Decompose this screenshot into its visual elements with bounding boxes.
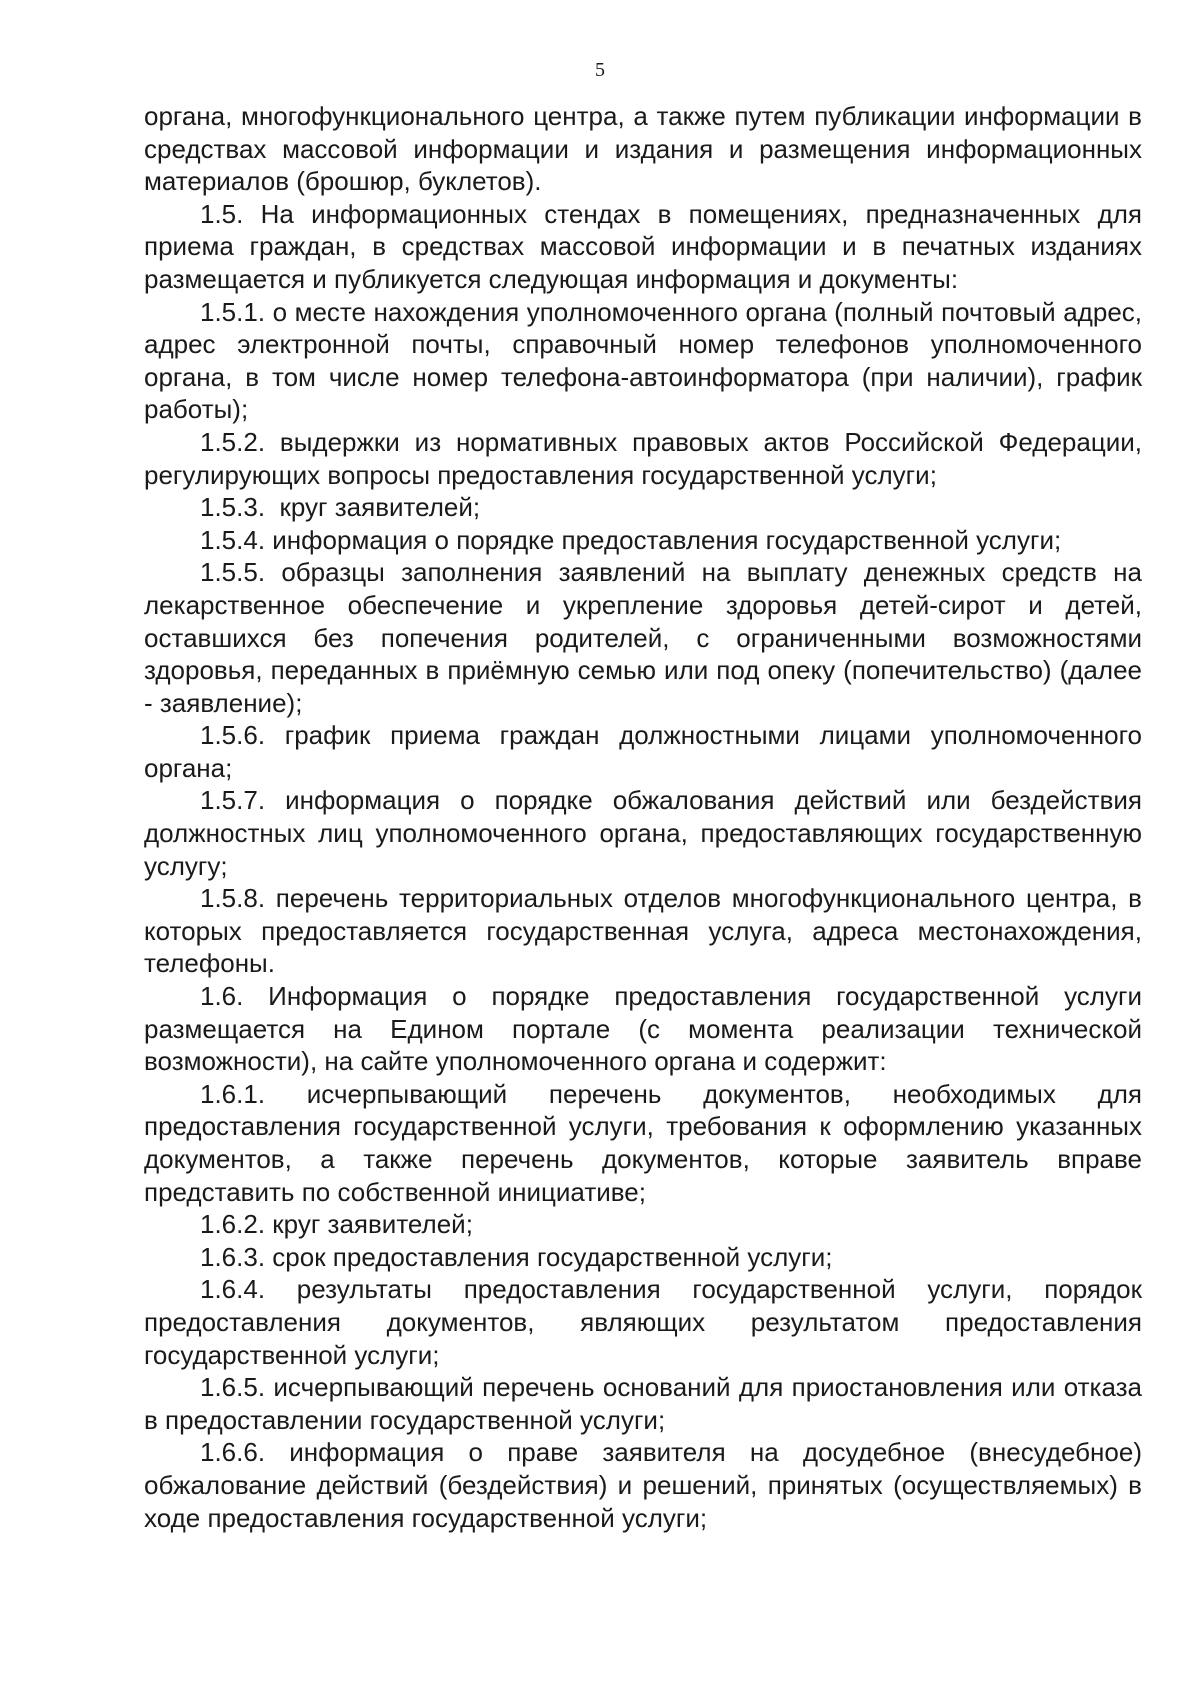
document-body xyxy=(144,100,1142,1534)
paragraph-1-6-5: 1.6.5. исчерпывающий перечень оснований для приостановления или отказа в предоставлении государственной услуги; xyxy=(144,1372,1142,1435)
paragraph-1-6-3: 1.6.3. срок предоставления государственной услуги; xyxy=(200,1241,833,1272)
paragraph-1-5-5: 1.5.5. образцы заполнения заявлений на выплату денежных средств на лекарственное обеспечение и укрепление здоровья детей-сирот и детей, оставшихся без попечения родителей, с ограниченными возможностями здоровья, переданных в приёмную семью или под опеку (попечительство) (далее - заявление); xyxy=(144,557,1142,718)
paragraph-1-6-4: 1.6.4. результаты предоставления государственной услуги, порядок предоставления документов, являющих результатом предоставления государственной услуги; xyxy=(144,1274,1142,1370)
paragraph-1-6-2: 1.6.2. круг заявителей; xyxy=(200,1209,473,1240)
paragraph-1-5-8: 1.5.8. перечень территориальных отделов многофункционального центра, в которых предоставляется государственная услуга, адреса местонахождения, телефоны. xyxy=(144,883,1142,979)
paragraph-1-5-3: 1.5.3. круг заявителей; xyxy=(200,492,481,523)
paragraph-continuation: органа, многофункционального центра, а также путем публикации информации в средствах массовой информации и издания и размещения информационных материалов (брошюр, буклетов). xyxy=(144,101,1142,197)
paragraph-1-6-1: 1.6.1. исчерпывающий перечень документов, необходимых для предоставления государственной услуги, требования к оформлению указанных документов, а также перечень документов, которые заявитель вправе представить по собственной инициативе; xyxy=(144,1078,1142,1207)
paragraph-1-5-6: 1.5.6. график приема граждан должностными лицами уполномоченного органа; xyxy=(144,720,1142,783)
paragraph-1-5-1: 1.5.1. о месте нахождения уполномоченного органа (полный почтовый адрес, адрес электронной почты, справочный номер телефонов уполномоченного органа, в том числе номер телефона-автоинформатора (при наличии), график работы); xyxy=(144,296,1142,425)
page-number: 5 xyxy=(595,59,605,81)
paragraph-1-5-4: 1.5.4. информация о порядке предоставления государственной услуги; xyxy=(200,524,1062,555)
paragraph-1-6-6: 1.6.6. информация о праве заявителя на досудебное (внесудебное) обжалование действий (бездействия) и решений, принятых (осуществляемых) в ходе предоставления государственной услуги; xyxy=(144,1437,1142,1533)
paragraph-1-5-7: 1.5.7. информация о порядке обжалования действий или бездействия должностных лиц уполномоченного органа, предоставляющих государственную услугу; xyxy=(144,785,1142,881)
paragraph-1-5-2: 1.5.2. выдержки из нормативных правовых актов Российской Федерации, регулирующих вопросы предоставления государственной услуги; xyxy=(144,426,1142,490)
paragraph-1-6: 1.6. Информация о порядке предоставления государственной услуги размещается на Едином портале (с момента реализации технической возможности), на сайте уполномоченного органа и содержит: xyxy=(144,981,1142,1077)
paragraph-1-5: 1.5. На информационных стендах в помещениях, предназначенных для приема граждан, в средствах массовой информации и в печатных изданиях размещается и публикуется следующая информация и документы: xyxy=(144,198,1142,294)
